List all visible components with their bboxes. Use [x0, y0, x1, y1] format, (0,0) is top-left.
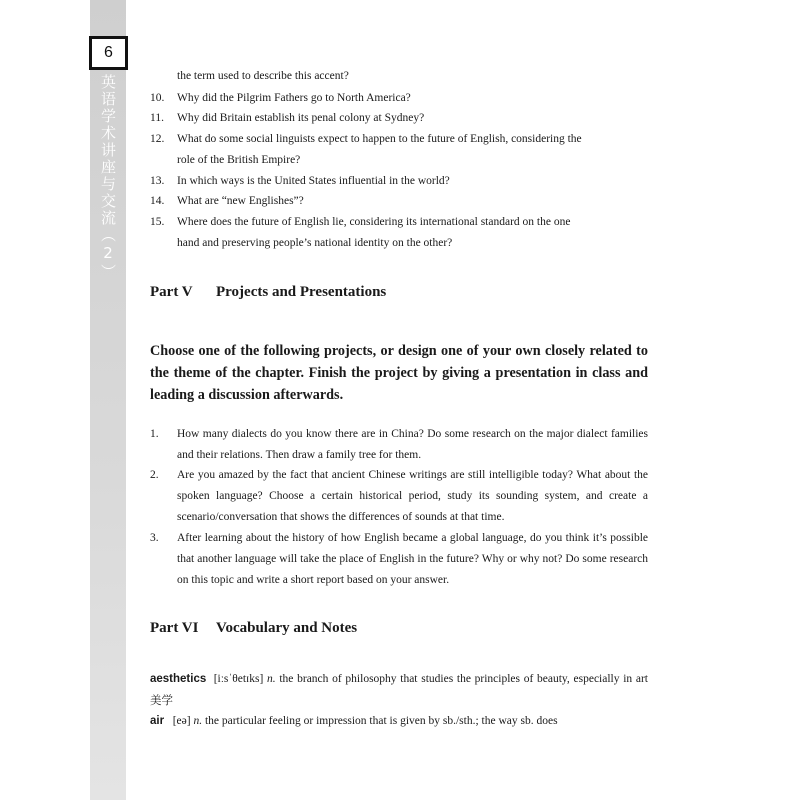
- project-item: [150, 528, 648, 591]
- part5-heading: [150, 284, 386, 301]
- vocab-word: air: [150, 715, 165, 727]
- vocab-word: aesthetics: [150, 673, 207, 685]
- vocab-phonetic: [iːsˈθetɪks]: [213, 673, 264, 685]
- part6-number: Part VI: [150, 620, 199, 636]
- project-text: Are you amazed by the fact that ancient Chinese writings are still intelligible today? What about the spoken language? Choose a certain historical period, study its sounding system, and create a scenario/conversation that shows the differences of sounds at that time.: [177, 469, 648, 523]
- question-text: Why did Britain establish its penal colony at Sydney?: [177, 112, 425, 124]
- part5-title: Projects and Presentations: [216, 284, 387, 300]
- part5-number: Part V: [150, 284, 193, 300]
- vocab-definition: the particular feeling or impression that is given by sb./sth.; the way sb. does: [204, 715, 558, 727]
- running-title: 英语学术讲座与交流（2）: [99, 74, 117, 281]
- question-text: the term used to describe this accent?: [177, 70, 349, 82]
- vocab-phonetic: [eə]: [172, 715, 191, 727]
- vocab-pos: n.: [193, 715, 203, 727]
- question-text: In which ways is the United States influential in the world?: [177, 175, 450, 187]
- question-number: 14.: [150, 195, 165, 207]
- vocab-entry: [150, 711, 648, 732]
- question-text: What do some social linguists expect to happen to the future of English, considering the: [177, 133, 582, 145]
- question-text: What are “new Englishes”?: [177, 195, 304, 207]
- page-number: 6: [89, 36, 128, 70]
- project-text: After learning about the history of how English became a global language, do you think it’s possible that another language will take the place of English in the future? Why or why not? Do some research on this topic and write a short report based on your answer.: [177, 532, 648, 586]
- part6-heading: [150, 620, 357, 637]
- project-item: [150, 424, 648, 466]
- vocab-chinese: 美学: [150, 693, 173, 707]
- project-number: 2.: [150, 469, 159, 481]
- question-text: Where does the future of English lie, considering its international standard on the one: [177, 216, 571, 228]
- question-text: Why did the Pilgrim Fathers go to North America?: [177, 92, 411, 104]
- project-number: 1.: [150, 428, 159, 440]
- project-number: 3.: [150, 532, 159, 544]
- question-number: 10.: [150, 92, 165, 104]
- part6-title: Vocabulary and Notes: [216, 620, 358, 636]
- vocab-entry: [150, 669, 648, 712]
- question-number: 12.: [150, 133, 165, 145]
- vocab-pos: n.: [267, 673, 276, 685]
- project-item: [150, 465, 648, 528]
- question-text: role of the British Empire?: [177, 154, 301, 166]
- question-number: 15.: [150, 216, 165, 228]
- part5-instruction: Choose one of the following projects, or design one of your own closely related to the theme of the chapter. Finish the project by giving a presentation in class and leading a discussion afterwards.: [150, 343, 648, 403]
- question-number: 13.: [150, 175, 165, 187]
- question-number: 11.: [150, 112, 164, 124]
- question-text: hand and preserving people’s national identity on the other?: [177, 237, 453, 249]
- project-text: How many dialects do you know there are in China? Do some research on the major dialect families and their relations. Then draw a family tree for them.: [177, 428, 648, 461]
- vocab-definition: the branch of philosophy that studies the principles of beauty, especially in art: [279, 673, 648, 685]
